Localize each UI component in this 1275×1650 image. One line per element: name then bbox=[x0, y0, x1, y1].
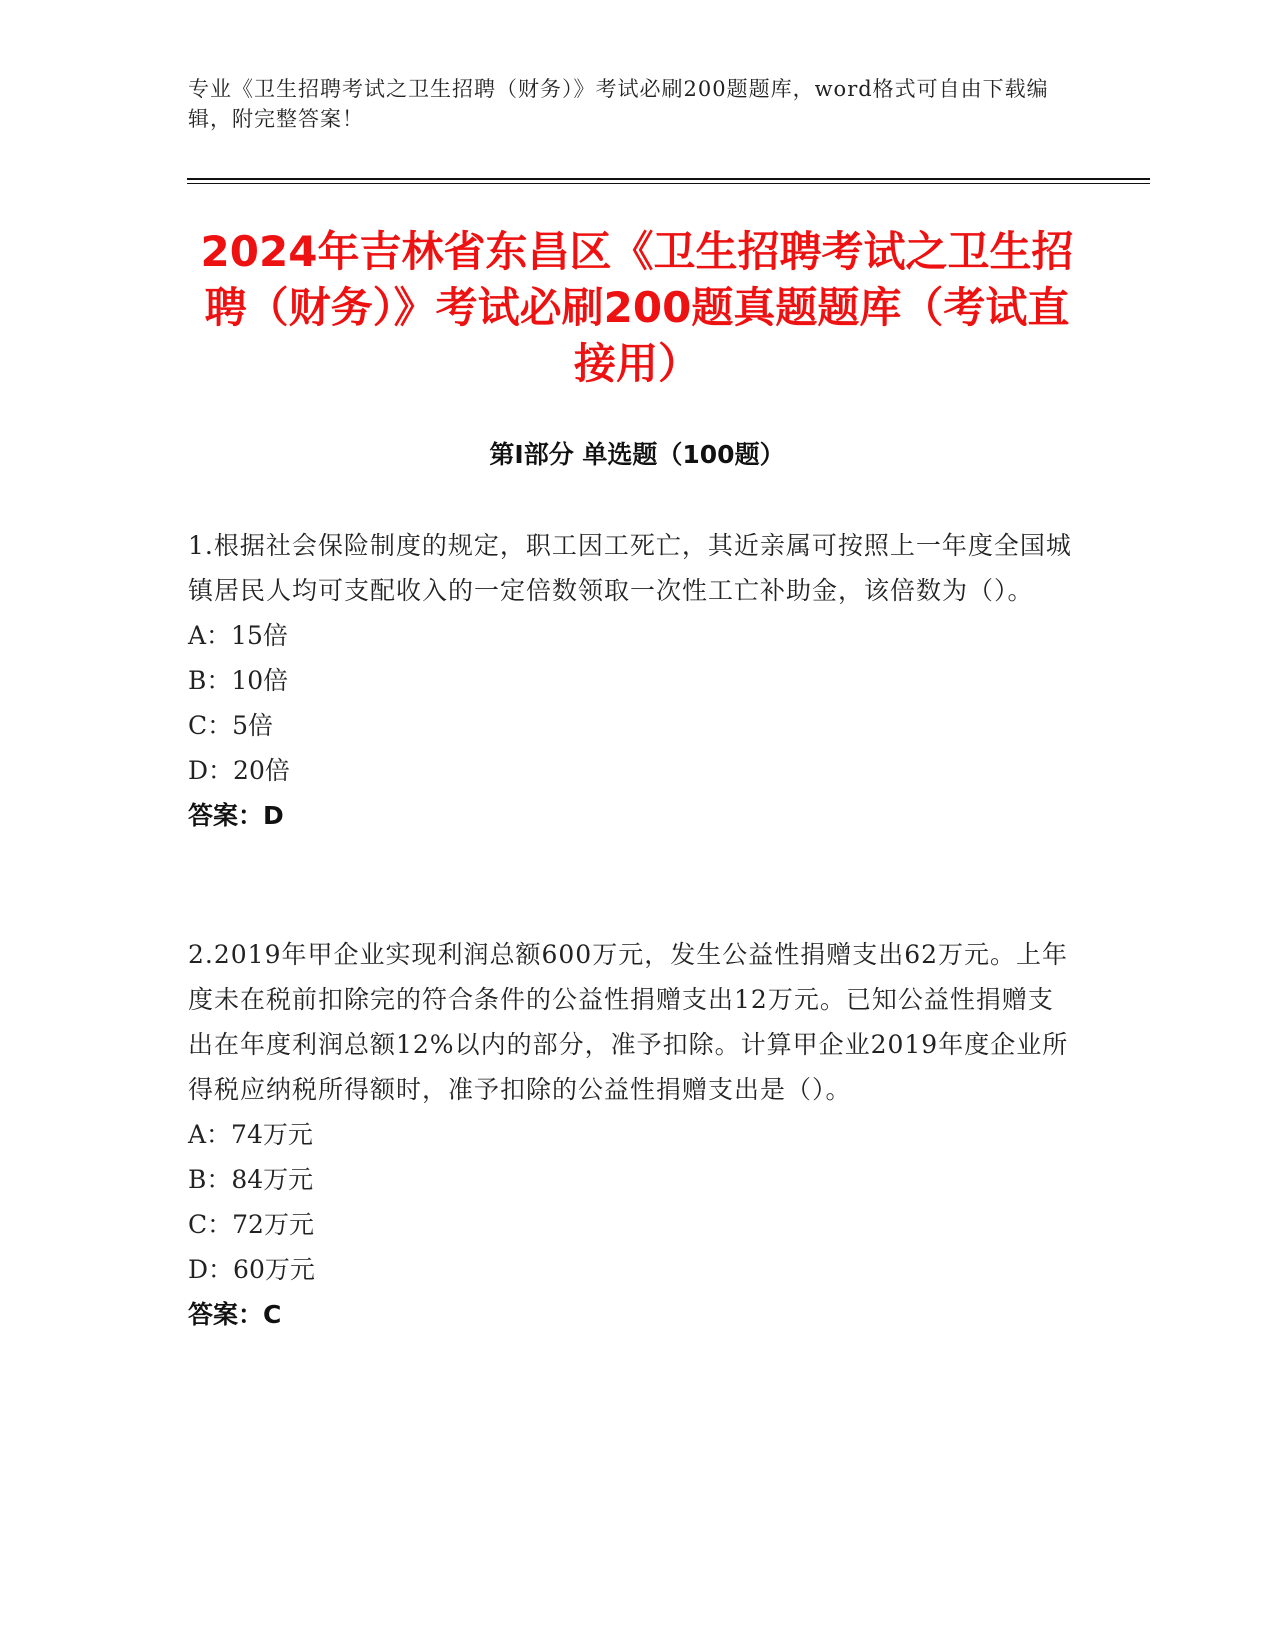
answer: 答案：C bbox=[188, 1300, 282, 1329]
option-d: D：20倍 bbox=[188, 756, 290, 785]
question-stem: 2.2019年甲企业实现利润总额600万元，发生公益性捐赠支出62万元。上年度未在税前扣除完的符合条件的公益性捐赠支出12万元。已知公益性捐赠支出在年度利润总额12%以内的部分，准予扣除。计算甲企业2019年度企业所得税应纳税所得额时，准予扣除的公益性捐赠支出是（）。 bbox=[188, 940, 1069, 1104]
option-a: A：15倍 bbox=[188, 621, 288, 650]
question-2 bbox=[188, 932, 1078, 1337]
option-c: C：72万元 bbox=[188, 1210, 314, 1239]
option-a: A：74万元 bbox=[188, 1120, 313, 1149]
header-divider-thin bbox=[187, 183, 1150, 184]
option-c: C：5倍 bbox=[188, 711, 274, 740]
question-stem: 1.根据社会保险制度的规定，职工因工死亡，其近亲属可按照上一年度全国城镇居民人均可支配收入的一定倍数领取一次性工亡补助金，该倍数为（）。 bbox=[188, 531, 1072, 605]
option-b: B：10倍 bbox=[188, 666, 289, 695]
document-title: 2024年吉林省东昌区《卫生招聘考试之卫生招聘（财务）》考试必刷200题真题题库（考试直接用） bbox=[200, 227, 1074, 388]
question-1 bbox=[188, 523, 1078, 838]
header-note: 专业《卫生招聘考试之卫生招聘（财务）》考试必刷200题题库，word格式可自由下载编辑，附完整答案！ bbox=[188, 77, 1049, 131]
answer: 答案：D bbox=[188, 801, 284, 830]
section-title: 第I部分 单选题（100题） bbox=[489, 440, 785, 469]
header-divider bbox=[187, 178, 1150, 180]
option-d: D：60万元 bbox=[188, 1255, 315, 1284]
option-b: B：84万元 bbox=[188, 1165, 314, 1194]
